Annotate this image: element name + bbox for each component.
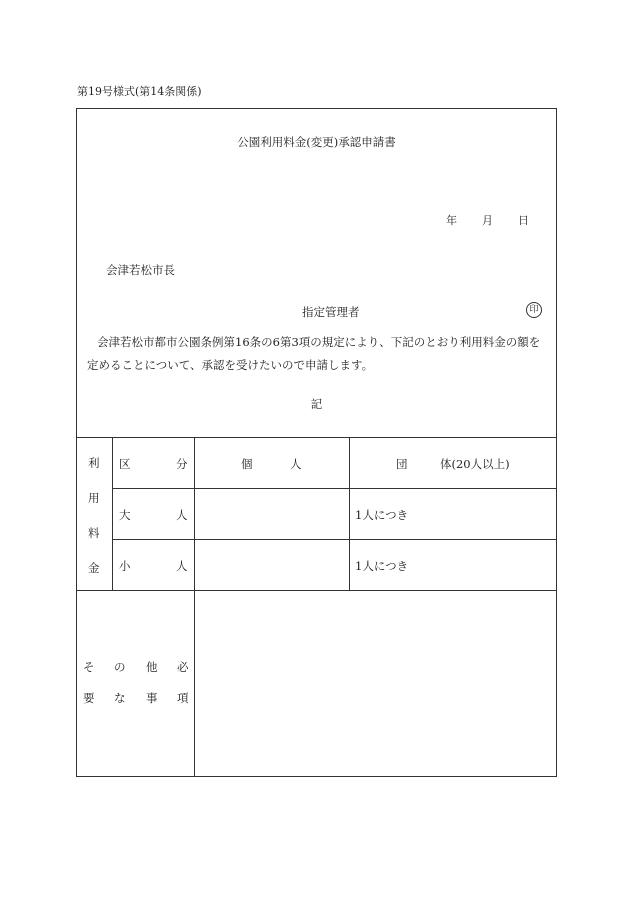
table-row-divider-1: [112, 488, 557, 489]
other-matters-char: 必: [177, 660, 189, 674]
header-individual-char: 人: [290, 457, 302, 471]
table-col-divider-3: [349, 437, 350, 590]
header-group-char: 団: [396, 457, 408, 471]
application-form-frame: [76, 108, 557, 777]
header-individual-char: 個: [241, 457, 253, 471]
other-matters-char: の: [114, 660, 126, 674]
row-category-char: 人: [176, 559, 188, 573]
table-col-divider-1: [112, 437, 113, 590]
table-row-divider-3: [76, 590, 557, 591]
adult-group-fee: 1人につき: [355, 508, 409, 522]
header-category-char: 区: [119, 457, 131, 471]
child-group-fee: 1人につき: [355, 559, 409, 573]
other-matters-char: な: [114, 691, 126, 705]
other-matters-char: そ: [83, 660, 95, 674]
other-matters-char: 事: [146, 691, 158, 705]
row-category-char: 人: [176, 508, 188, 522]
fee-side-char: 料: [88, 526, 100, 540]
table-row-divider-2: [112, 539, 557, 540]
manager-label: 指定管理者: [302, 305, 360, 319]
form-number-label: 第19号様式(第14条関係): [77, 85, 202, 98]
ki-heading: 記: [310, 397, 323, 411]
date-day: 日: [518, 214, 529, 227]
fee-side-char: 用: [88, 491, 100, 505]
fee-side-char: 利: [88, 456, 100, 470]
other-matters-char: 他: [146, 660, 158, 674]
row-category-char: 小: [119, 559, 131, 573]
application-statement: 会津若松市都市公園条例第16条の6第3項の規定により、下記のとおり利用料金の額を定めることについて、承認を受けたいので申請します。: [87, 335, 541, 372]
form-title: 公園利用料金(変更)承認申請書: [237, 135, 396, 149]
addressee: 会津若松市長: [106, 263, 175, 277]
table-top-border: [76, 437, 557, 438]
table-col-divider-2: [194, 437, 195, 777]
row-category-char: 大: [119, 508, 131, 522]
seal-mark-icon: 印: [526, 302, 542, 318]
date-year: 年: [446, 214, 457, 227]
fee-side-char: 金: [88, 561, 100, 575]
header-category-char: 分: [176, 457, 188, 471]
other-matters-char: 要: [83, 691, 95, 705]
date-month: 月: [482, 214, 493, 227]
header-group-rest: 体(20人以上): [440, 457, 510, 471]
other-matters-char: 項: [177, 691, 189, 705]
